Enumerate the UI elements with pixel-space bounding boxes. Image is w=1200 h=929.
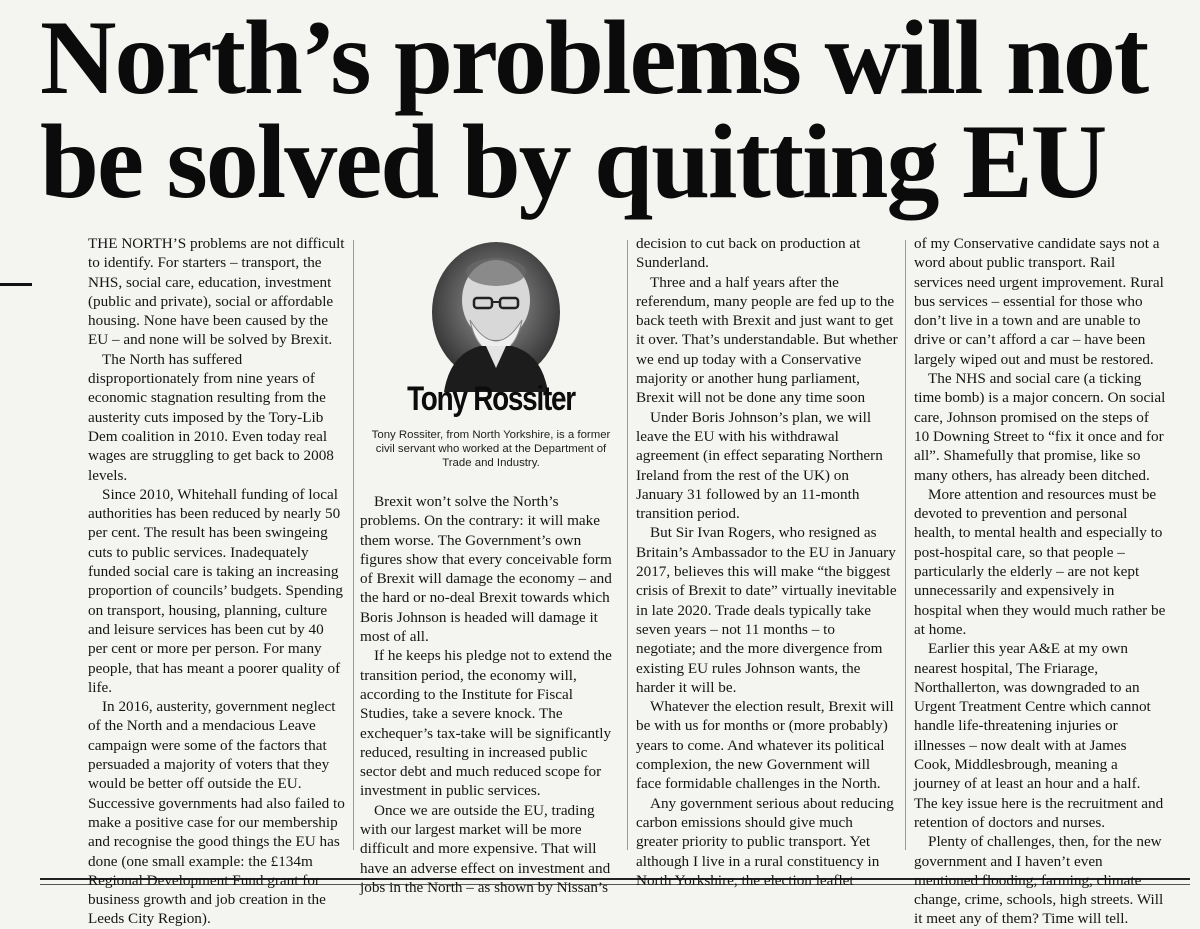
paragraph: Any government serious about reducing carbon emissions should give much greater priority to public transport. Yet although I live in a rural constituency in North Yorkshire, the election leaflet (636, 794, 894, 889)
paragraph: Brexit won’t solve the North’s problems. On the contrary: it will make them worse. The Government’s own figures show that every conceivable form of Brexit will damage the economy – and the hard or no-deal Brexit towards which Boris Johnson is headed will damage it most of all. (360, 493, 612, 646)
article-column-3 (636, 234, 898, 890)
paragraph: Earlier this year A&E at my own nearest hospital, The Friarage, Northallerton, was downgraded to an Urgent Treatment Centre which cannot handle life-threatening injuries or illnesses – now dealt with at James Cook, Middlesbrough, meaning a journey of at least an hour and a half. The key issue here is the recruitment and retention of doctors and nurses. (914, 640, 1164, 831)
paragraph: But Sir Ivan Rogers, who resigned as Britain’s Ambassador to the EU in January 2017, believes this will make “the biggest crisis of Brexit to date” virtually inevitable in late 2020. Trade deals typically take seven years – not 11 months – to negotiate; and the more divergence from existing EU rules Johnson wants, the harder it will be. (636, 524, 897, 696)
paragraph: Whatever the election result, Brexit will be with us for months or (more probably) years to come. And whatever its political complexion, the new Government will face formidable challenges in the North. (636, 698, 894, 793)
paragraph: The NHS and social care (a ticking time bomb) is a major concern. On social care, Johnson promised on the steps of 10 Downing Street to “fix it once and for all”. Shamefully that promise, like so many others, has already been ditched. (914, 370, 1166, 484)
paragraph: The North has suffered disproportionately from nine years of economic stagnation resulting from the austerity cuts imposed by the Tory-Lib Dem coalition in 2010. Even today real wages are struggling to get back to 2008 levels. (88, 350, 334, 484)
paragraph: of my Conservative candidate says not a word about public transport. Rail services need urgent improvement. Rural bus services – essential for those who don’t live in a town and are unable to drive or can’t afford a car – have been largely wiped out and must be restored. (914, 235, 1164, 368)
author-portrait (430, 242, 562, 392)
article-column-1 (88, 234, 346, 929)
paragraph: In 2016, austerity, government neglect of the North and a mendacious Leave campaign were some of the factors that persuaded a majority of voters that they would be better off outside the EU. Successive governments had also failed to make a positive case for our membership and recognise the good things the EU has done (one small example: the £134m Regional Development Fund grant for business growth and job creation in the Leeds City Region). (88, 698, 345, 928)
margin-mark (0, 283, 32, 286)
paragraph: If he keeps his pledge not to extend the transition period, the economy will, according to the Institute for Fiscal Studies, take a severe knock. The exchequer’s tax-take will be significantly reduced, resulting in increased public sector debt and much reduced scope for investment in public services. (360, 647, 612, 800)
article-column-2 (360, 492, 616, 897)
author-caption: Tony Rossiter, from North Yorkshire, is a former civil servant who worked at the Department of Trade and Industry. (371, 429, 611, 469)
paragraph: Since 2010, Whitehall funding of local authorities has been reduced by nearly 50 per cent. The result has been swingeing cuts to public services. Inadequately funded social care is taking an increasing proportion of councils’ budgets. Spending on transport, housing, planning, culture and leisure services has been cut by 40 per cent or more per person. For many people, that has meant a poorer quality of life. (88, 485, 343, 696)
paragraph: Plenty of challenges, then, for the new government and I haven’t even mentioned flooding, farming, climate change, crime, schools, high streets. Will it meet any of them? Time will tell. (914, 833, 1164, 928)
article-column-4 (914, 234, 1166, 929)
headline-line-1: North’s problems will not (40, 0, 1148, 116)
paragraph: Under Boris Johnson’s plan, we will leave the EU with his withdrawal agreement (in effect separating Northern Ireland from the rest of the UK) on January 31 followed by an 11-month transition period. (636, 408, 883, 523)
column-divider (627, 240, 628, 850)
column-divider (353, 240, 354, 850)
paragraph: decision to cut back on production at Sunderland. (636, 235, 861, 272)
paragraph: More attention and resources must be devoted to prevention and personal health, to mental health and especially to post-hospital care, so that people – particularly the elderly – are not kept unnecessarily and expensively in hospital when they would much rather be at home. (914, 485, 1166, 638)
paragraph: THE NORTH’S problems are not difficult to identify. For starters – transport, the NHS, social care, education, investment (public and private), social or affordable housing. None have been caused by the EU – and none will be solved by Brexit. (88, 235, 345, 349)
headline-line-2: be solved by quitting EU (40, 103, 1106, 220)
author-name: Tony Rossiter (407, 380, 575, 418)
paragraph: Three and a half years after the referendum, many people are fed up to the back teeth with Brexit and just want to get it over. That’s understandable. But whether we end up today with a Conservative majority or another hung parliament, Brexit will not be done any time soon (636, 273, 898, 407)
headline (40, 0, 1180, 220)
paragraph: Once we are outside the EU, trading with our largest market will be more difficult and more expensive. That will have an adverse effect on investment and jobs in the North – as shown by Nissan’s (360, 801, 611, 896)
author-box (366, 234, 616, 474)
column-divider (905, 240, 906, 850)
